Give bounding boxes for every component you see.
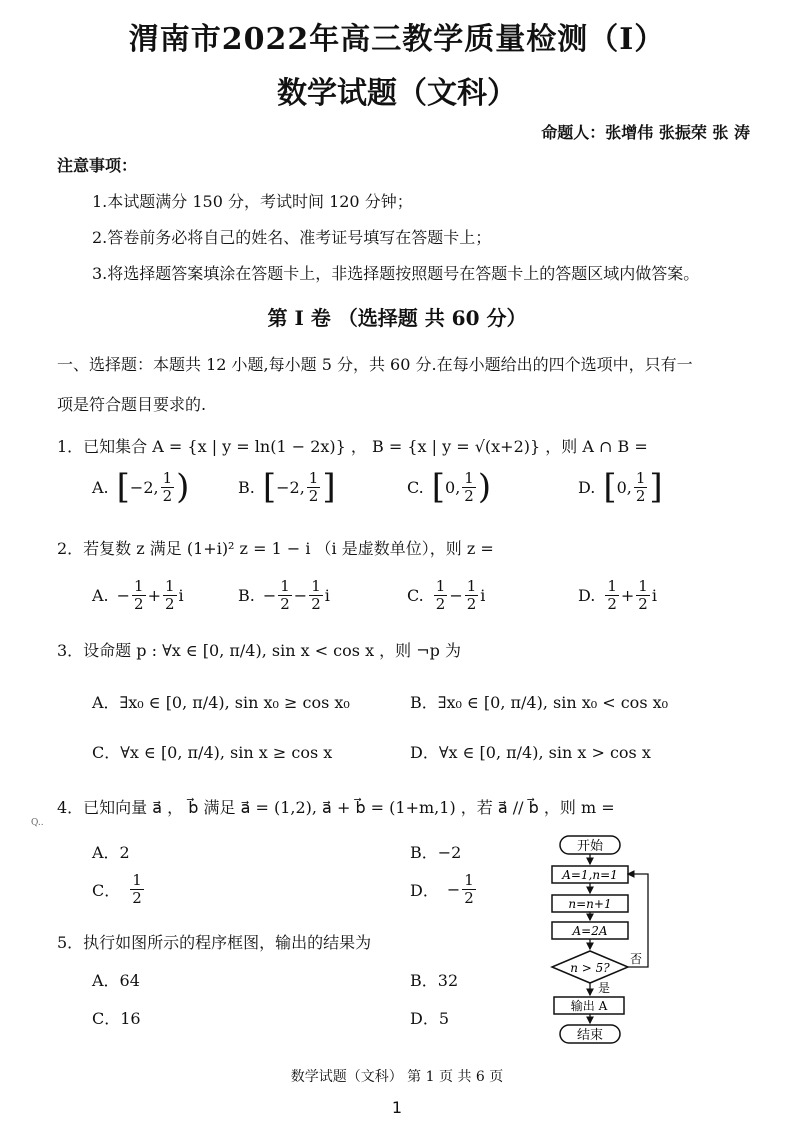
q1-option-d <box>578 467 663 507</box>
q5-option-d: D．5 <box>410 1009 450 1028</box>
sign: − <box>262 585 277 605</box>
option-label: D. <box>578 477 596 497</box>
q5-option-c: C．16 <box>92 1009 141 1028</box>
denominator: 2 <box>638 594 648 613</box>
q4-option-d <box>410 872 478 906</box>
sign: − <box>116 585 131 605</box>
section-intro: 一、选择题：本题共 12 小题,每小题 5 分，共 60 分.在每小题给出的四个选项中，只有一 <box>57 355 693 374</box>
bracket: ) <box>477 467 492 507</box>
numerator: 1 <box>134 577 144 595</box>
question-2: 2．若复数 z 满足 (1+i)² z = 1 − i （i 是虚数单位），则 z = <box>57 539 494 558</box>
fraction <box>465 578 479 612</box>
imaginary-unit: i <box>178 585 184 605</box>
q1-option-b <box>238 467 336 507</box>
fraction <box>434 578 448 612</box>
flow-step2-label: A=2A <box>572 924 608 938</box>
notice-item: 1.本试题满分 150 分，考试时间 120 分钟； <box>92 192 413 211</box>
question-5: 5．执行如图所示的程序框图，输出的结果为 <box>57 933 372 952</box>
q3-option-a: A．∃x₀ ∈ [0, π/4), sin x₀ ≥ cos x₀ <box>92 693 350 712</box>
numerator: 1 <box>308 469 319 487</box>
numerator: 1 <box>132 871 142 889</box>
flow-step1-label: n=n+1 <box>568 897 612 911</box>
imaginary-unit: i <box>480 585 486 605</box>
bracket: ) <box>176 467 190 507</box>
q2-option-a <box>92 578 184 612</box>
numerator: 1 <box>635 469 646 487</box>
sign: − <box>449 585 463 605</box>
denominator: 2 <box>134 594 144 613</box>
denominator: 2 <box>435 594 446 613</box>
option-label: C. <box>407 477 424 497</box>
option-label: D． <box>410 880 439 900</box>
bracket: ] <box>322 467 336 507</box>
fraction <box>307 470 321 504</box>
q2-option-b <box>238 578 330 612</box>
denominator: 2 <box>464 486 474 505</box>
numerator: 1 <box>464 871 474 889</box>
numerator: 1 <box>165 577 175 595</box>
notice-item: 3.将选择题答案填涂在答题卡上，非选择题按照题号在答题卡上的答题区域内做答案。 <box>92 264 700 283</box>
q4-option-c <box>92 872 146 906</box>
fraction <box>462 872 476 906</box>
question-1: 1．已知集合 A = {x | y = ln(1 − 2x)} ， B = {x | y = √(x+2)} ，则 A ∩ B = <box>57 437 648 456</box>
bracket: [ <box>116 467 130 507</box>
bracket: [ <box>431 467 446 507</box>
bracket: [ <box>603 467 617 507</box>
option-label: C． <box>92 880 121 900</box>
q2-option-d <box>578 578 657 612</box>
fraction <box>132 578 146 612</box>
flow-decision-label: n > 5? <box>570 961 610 975</box>
q4-option-b: B．−2 <box>410 843 462 862</box>
q1-option-c <box>407 467 492 507</box>
q4-option-a: A．2 <box>92 843 130 862</box>
option-label: A. <box>92 477 109 497</box>
option-label: B. <box>238 477 255 497</box>
imaginary-unit: i <box>324 585 330 605</box>
q2-option-c <box>407 578 485 612</box>
option-label: B. <box>238 585 255 605</box>
numerator: 1 <box>162 469 173 487</box>
numerator: 1 <box>638 577 648 595</box>
bracket: ] <box>649 467 663 507</box>
scan-mark: Q.. <box>31 818 44 828</box>
q3-option-b: B．∃x₀ ∈ [0, π/4), sin x₀ < cos x₀ <box>410 693 669 712</box>
option-value: 0, <box>616 477 632 497</box>
page-number: 1 <box>391 1098 403 1117</box>
numerator: 1 <box>466 577 477 595</box>
q1-option-a <box>92 467 190 507</box>
denominator: 2 <box>162 486 173 505</box>
q3-option-d: D．∀x ∈ [0, π/4), sin x > cos x <box>410 743 651 762</box>
option-value: 0, <box>445 477 461 497</box>
numerator: 1 <box>435 577 446 595</box>
flow-end-label: 结束 <box>576 1028 604 1043</box>
q3-option-c: C．∀x ∈ [0, π/4), sin x ≥ cos x <box>92 743 333 762</box>
option-label: C. <box>407 585 424 605</box>
sign: − <box>446 879 461 899</box>
denominator: 2 <box>466 594 477 613</box>
notice-heading: 注意事项： <box>57 156 138 175</box>
flow-output-label: 输出 A <box>570 999 608 1013</box>
fraction <box>278 578 292 612</box>
option-label: A. <box>92 585 109 605</box>
page-footer: 数学试题（文科） 第 1 页 共 6 页 <box>290 1069 504 1085</box>
flow-no-label: 否 <box>630 952 643 966</box>
fraction <box>462 470 476 504</box>
section-intro-cont: 项是符合题目要求的. <box>57 395 207 414</box>
q5-option-a: A．64 <box>92 971 140 990</box>
fraction <box>163 578 177 612</box>
exam-subtitle: 数学试题（文科） <box>277 76 517 111</box>
imaginary-unit: i <box>651 585 657 605</box>
denominator: 2 <box>280 594 290 613</box>
numerator: 1 <box>311 577 321 595</box>
denominator: 2 <box>464 888 474 907</box>
exam-title: 渭南市2022年高三教学质量检测（I） <box>128 22 666 57</box>
flow-yes-label: 是 <box>598 981 611 995</box>
denominator: 2 <box>132 888 142 907</box>
sign: + <box>147 585 161 605</box>
option-label: D. <box>578 585 596 605</box>
flowchart <box>540 830 660 1050</box>
numerator: 1 <box>607 577 617 595</box>
numerator: 1 <box>464 469 474 487</box>
sign: − <box>293 585 308 605</box>
authors-line: 命题人：张增伟 张振荣 张 涛 <box>541 123 750 142</box>
question-4: 4．已知向量 a⃗ ， b⃗ 满足 a⃗ = (1,2), a⃗ + b⃗ = (1+m,1) ，若 a⃗ // b⃗ ，则 m = <box>57 798 615 817</box>
section-title: 第 I 卷 （选择题 共 60 分） <box>267 306 527 330</box>
denominator: 2 <box>311 594 321 613</box>
option-value: −2, <box>276 477 305 497</box>
fraction <box>634 470 648 504</box>
q5-option-b: B．32 <box>410 971 459 990</box>
flow-start-label: 开始 <box>576 839 604 854</box>
fraction <box>605 578 619 612</box>
sign: + <box>620 585 635 605</box>
fraction <box>636 578 650 612</box>
denominator: 2 <box>635 486 646 505</box>
fraction <box>130 872 144 906</box>
denominator: 2 <box>607 594 617 613</box>
fraction <box>309 578 323 612</box>
notice-item: 2.答卷前务必将自己的姓名、准考证号填写在答题卡上； <box>92 228 492 247</box>
numerator: 1 <box>280 577 290 595</box>
denominator: 2 <box>165 594 175 613</box>
question-3: 3．设命题 p : ∀x ∈ [0, π/4), sin x < cos x ，则 ¬p 为 <box>57 641 462 660</box>
fraction <box>161 470 175 504</box>
flow-init-label: A=1,n=1 <box>562 868 618 882</box>
option-value: −2, <box>129 477 159 497</box>
bracket: [ <box>262 467 277 507</box>
denominator: 2 <box>308 486 319 505</box>
